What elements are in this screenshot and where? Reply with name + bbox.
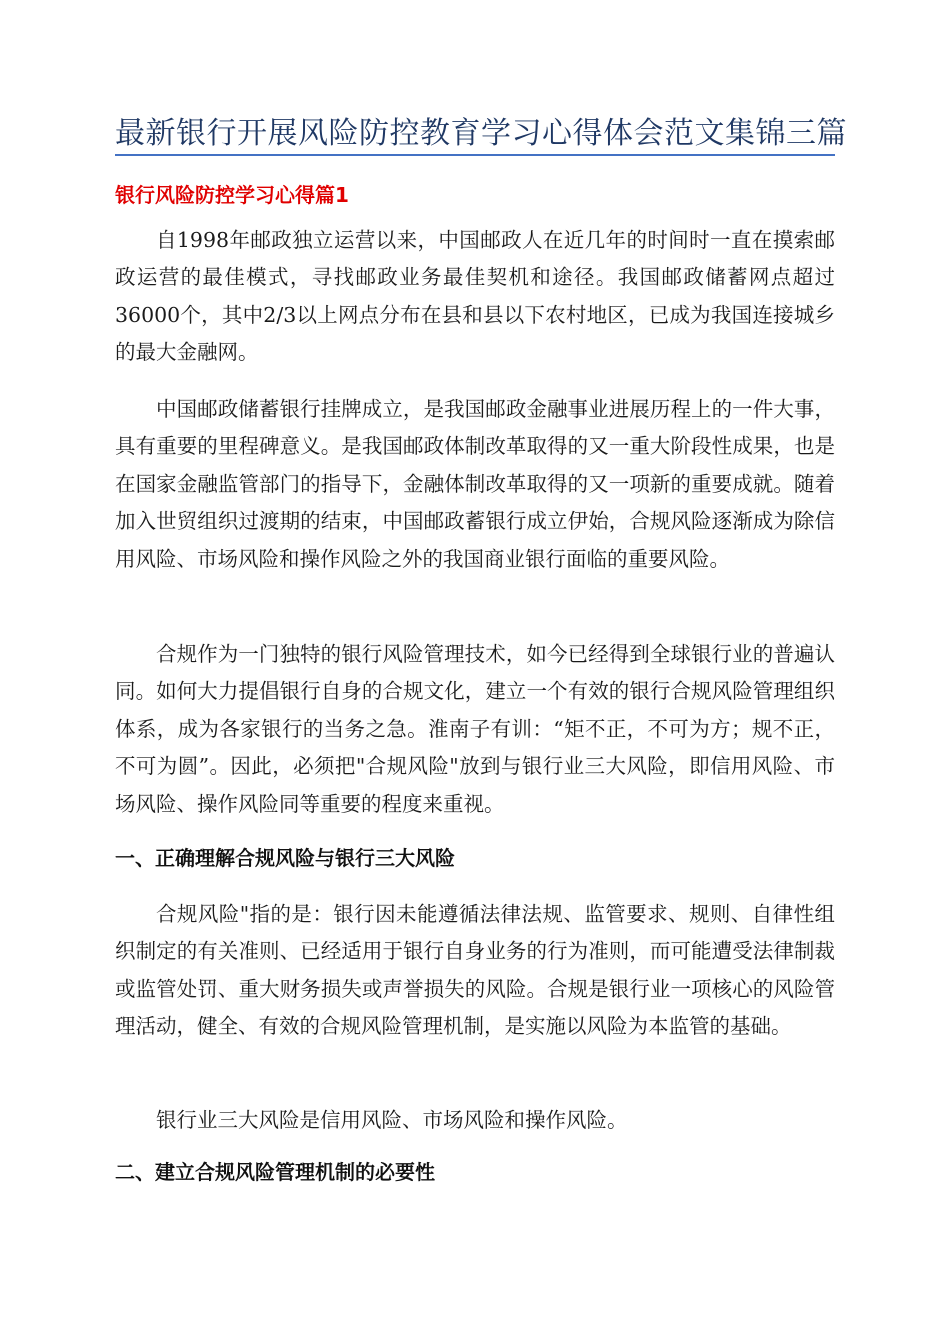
section-heading: 银行风险防控学习心得篇1 [115,183,349,207]
paragraph-2: 中国邮政储蓄银行挂牌成立，是我国邮政金融事业进展历程上的一件大事，具有重要的里程碑意义。是我国邮政体制改革取得的又一重大阶段性成果，也是在国家金融监管部门的指导下，金融体制改革取得的又一项新的重要成就。随着加入世贸组织过渡期的结束，中国邮政蓄银行成立伊始，合规风险逐渐成为除信用风险、市场风险和操作风险之外的我国商业银行面临的重要风险。 [115,397,835,571]
subheading-1: 一、正确理解合规风险与银行三大风险 [115,846,455,870]
document-title: 最新银行开展风险防控教育学习心得体会范文集锦三篇 [115,116,847,151]
subheading-2: 二、建立合规风险管理机制的必要性 [115,1160,435,1184]
title-underline [115,154,835,156]
paragraph-3: 合规作为一门独特的银行风险管理技术，如今已经得到全球银行业的普遍认同。如何大力提倡银行自身的合规文化，建立一个有效的银行合规风险管理组织体系，成为各家银行的当务之急。淮南子有训：“矩不正，不可为方；规不正，不可为圆”。因此，必须把"合规风险"放到与银行业三大风险，即信用风险、市场风险、操作风险同等重要的程度来重视。 [115,642,835,816]
paragraph-4: 合规风险"指的是：银行因未能遵循法律法规、监管要求、规则、自律性组织制定的有关准则、已经适用于银行自身业务的行为准则，而可能遭受法律制裁或监管处罚、重大财务损失或声誉损失的风险。合规是银行业一项核心的风险管理活动，健全、有效的合规风险管理机制，是实施以风险为本监管的基础。 [115,902,835,1039]
paragraph-1: 自1998年邮政独立运营以来，中国邮政人在近几年的时间时一直在摸索邮政运营的最佳模式，寻找邮政业务最佳契机和途径。我国邮政储蓄网点超过36000个，其中2/3以上网点分布在县和县以下农村地区，已成为我国连接城乡的最大金融网。 [115,228,835,365]
paragraph-5: 银行业三大风险是信用风险、市场风险和操作风险。 [156,1108,628,1132]
